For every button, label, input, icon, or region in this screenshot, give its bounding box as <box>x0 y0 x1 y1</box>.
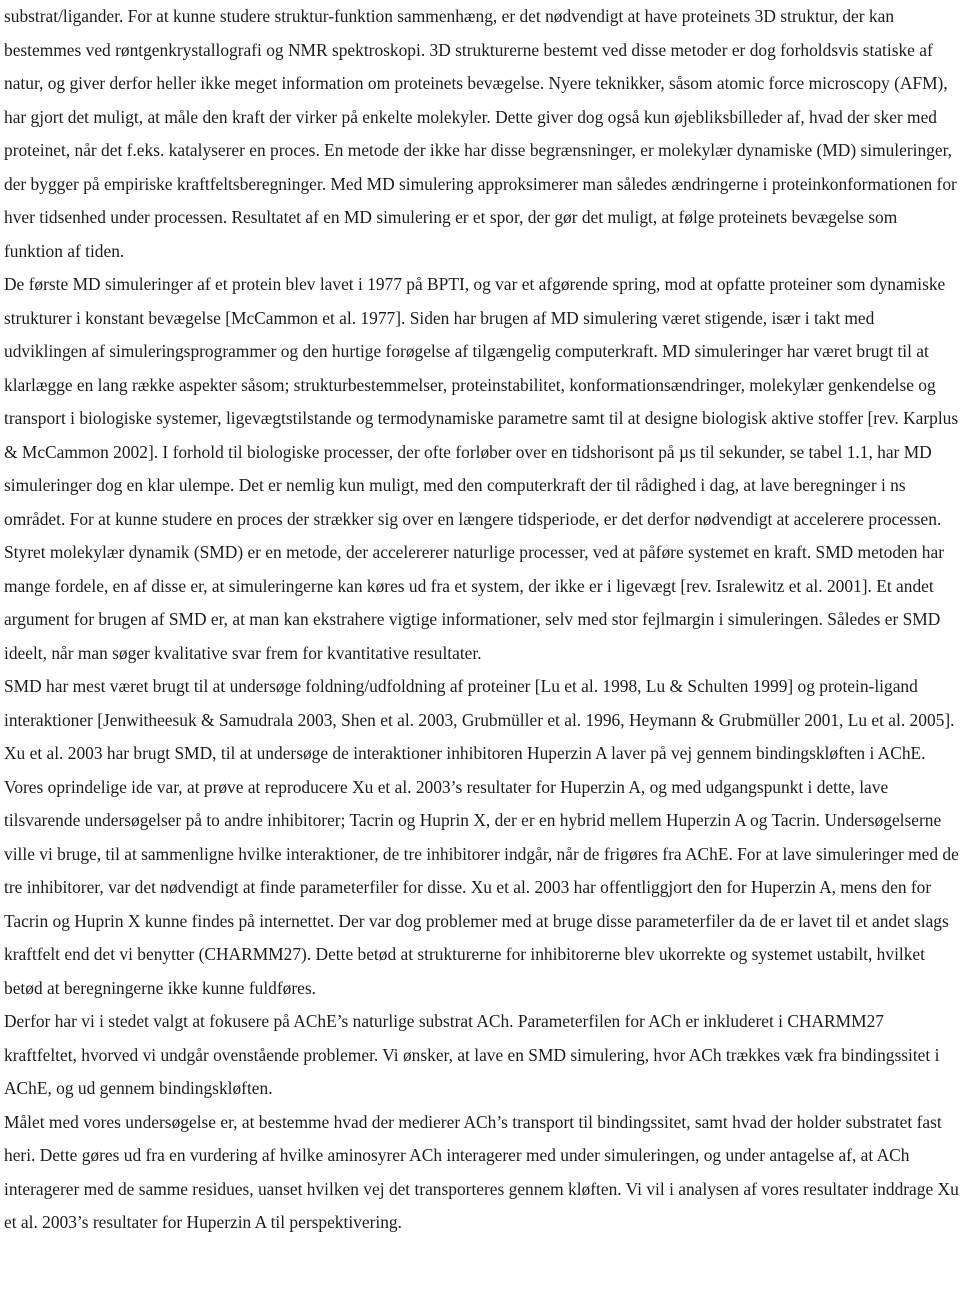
paragraph-1: substrat/ligander. For at kunne studere struktur-funktion sammenhæng, er det nødvendigt at have proteinets 3D struktur, der kan bestemmes ved røntgenkrystallografi og NMR spektroskopi. 3D strukturerne bestemt ved disse metoder er dog forholdsvis statiske af natur, og giver derfor heller ikke meget information om proteinets bevægelse. Nyere teknikker, såsom atomic force microscopy (AFM), har gjort det muligt, at måle den kraft der virker på enkelte molekyler. Dette giver dog også kun øjebliksbilleder af, hvad der sker med proteinet, når det f.eks. katalyserer en proces. En metode der ikke har disse begrænsninger, er molekylær dynamiske (MD) simuleringer, der bygger på empiriske kraftfeltsberegninger. Med MD simulering approksimerer man således ændringerne i proteinkonformationen for hver tidsenhed under processen. Resultatet af en MD simulering er et spor, der gør det muligt, at følge proteinets bevægelse som funktion af tiden. <box>4 6 957 261</box>
document-page <box>4 0 960 1240</box>
paragraph-3: SMD har mest været brugt til at undersøge foldning/udfoldning af proteiner [Lu et al. 1998, Lu & Schulten 1999] og protein-ligand interaktioner [Jenwitheesuk & Samudrala 2003, Shen et al. 2003, Grubmüller et al. 1996, Heymann & Grubmüller 2001, Lu et al. 2005]. Xu et al. 2003 har brugt SMD, til at undersøge de interaktioner inhibitoren Huperzin A laver på vej gennem bindingskløften i AChE. Vores oprindelige ide var, at prøve at reproducere Xu et al. 2003’s resultater for Huperzin A, og med udgangspunkt i dette, lave tilsvarende undersøgelser på to andre inhibitorer; Tacrin og Huprin X, der er en hybrid mellem Huperzin A og Tacrin. Undersøgelserne ville vi bruge, til at sammenligne hvilke interaktioner, de tre inhibitorer indgår, når de frigøres fra AChE. For at lave simuleringer med de tre inhibitorer, var det nødvendigt at finde parameterfiler for disse. Xu et al. 2003 har offentliggjort den for Huperzin A, mens den for Tacrin og Huprin X kunne findes på internettet. Der var dog problemer med at bruge disse parameterfiler da de er lavet til et andet slags kraftfelt end det vi benytter (CHARMM27). Dette betød at strukturerne for inhibitorerne blev ukorrekte og systemet ustabilt, hvilket betød at beregningerne ikke kunne fuldføres. <box>4 676 959 998</box>
paragraph-2: De første MD simuleringer af et protein blev lavet i 1977 på BPTI, og var et afgørende spring, mod at opfatte proteiner som dynamiske strukturer i konstant bevægelse [McCammon et al. 1977]. Siden har brugen af MD simulering været stigende, især i takt med udviklingen af simuleringsprogrammer og den hurtige forøgelse af tilgængelig computerkraft. MD simuleringer har været brugt til at klarlægge en lang række aspekter såsom; strukturbestemmelser, proteinstabilitet, konformationsændringer, molekylær genkendelse og transport i biologiske systemer, ligevægtstilstande og termodynamiske parametre samt til at designe biologisk aktive stoffer [rev. Karplus & McCammon 2002]. I forhold til biologiske processer, der ofte forløber over en tidshorisont på µs til sekunder, se tabel 1.1, har MD simuleringer dog en klar ulempe. Det er nemlig kun muligt, med den computerkraft der til rådighed i dag, at lave beregninger i ns området. For at kunne studere en proces der strækker sig over en længere tidsperiode, er det derfor nødvendigt at accelerere processen. Styret molekylær dynamik (SMD) er en metode, der accelererer naturlige processer, ved at påføre systemet en kraft. SMD metoden har mange fordele, en af disse er, at simuleringerne kan køres ud fra et system, der ikke er i ligevægt [rev. Isralewitz et al. 2001]. Et andet argument for brugen af SMD er, at man kan ekstrahere vigtige informationer, selv med stor fejlmargin i simuleringen. Således er SMD ideelt, når man søger kvalitative svar frem for kvantitative resultater. <box>4 274 959 663</box>
paragraph-5: Målet med vores undersøgelse er, at bestemme hvad der medierer ACh’s transport til bindingssitet, samt hvad der holder substratet fast heri. Dette gøres ud fra en vurdering af hvilke aminosyrer ACh interagerer med under simuleringen, og under antagelse af, at ACh interagerer med de samme residues, uanset hvilken vej det transporteres gennem kløften. Vi vil i analysen af vores resultater inddrage Xu et al. 2003’s resultater for Huperzin A til perspektivering. <box>4 1111 959 1232</box>
paragraph-4: Derfor har vi i stedet valgt at fokusere på AChE’s naturlige substrat ACh. Parameterfilen for ACh er inkluderet i CHARMM27 kraftfeltet, hvorved vi undgår ovenstående problemer. Vi ønsker, at lave en SMD simulering, hvor ACh trækkes væk fra bindingssitet i AChE, og ud gennem bindingskløften. <box>4 1011 940 1098</box>
